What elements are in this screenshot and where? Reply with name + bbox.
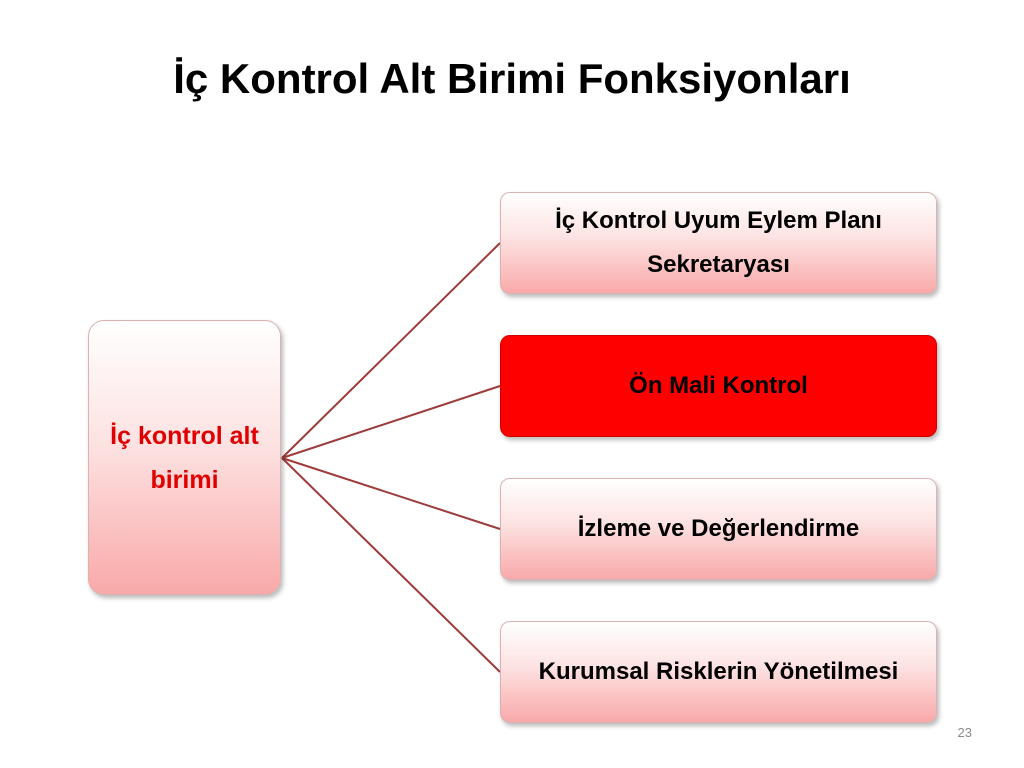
connector-line-2 xyxy=(282,386,500,458)
slide-title: İç Kontrol Alt Birimi Fonksiyonları xyxy=(173,55,851,102)
child-node-on-mali-kontrol xyxy=(500,335,937,437)
child-node-izleme-degerlendirme xyxy=(500,478,937,580)
child-node-uyum-eylem-plani xyxy=(500,192,937,294)
child-node-label: İzleme ve Değerlendirme xyxy=(577,515,860,542)
child-node-label: Kurumsal Risklerin Yönetilmesi xyxy=(538,658,899,685)
child-node-kurumsal-riskler xyxy=(500,621,937,723)
page-number: 23 xyxy=(957,725,972,740)
connector-line-4 xyxy=(282,458,500,672)
connector-line-3 xyxy=(282,458,500,529)
root-node-label: İç kontrol alt birimi xyxy=(110,421,259,494)
child-node-label: İç Kontrol Uyum Eylem Planı Sekretaryası xyxy=(555,207,882,278)
child-node-label: Ön Mali Kontrol xyxy=(629,372,808,399)
connector-line-1 xyxy=(282,243,500,458)
root-node xyxy=(88,320,281,595)
